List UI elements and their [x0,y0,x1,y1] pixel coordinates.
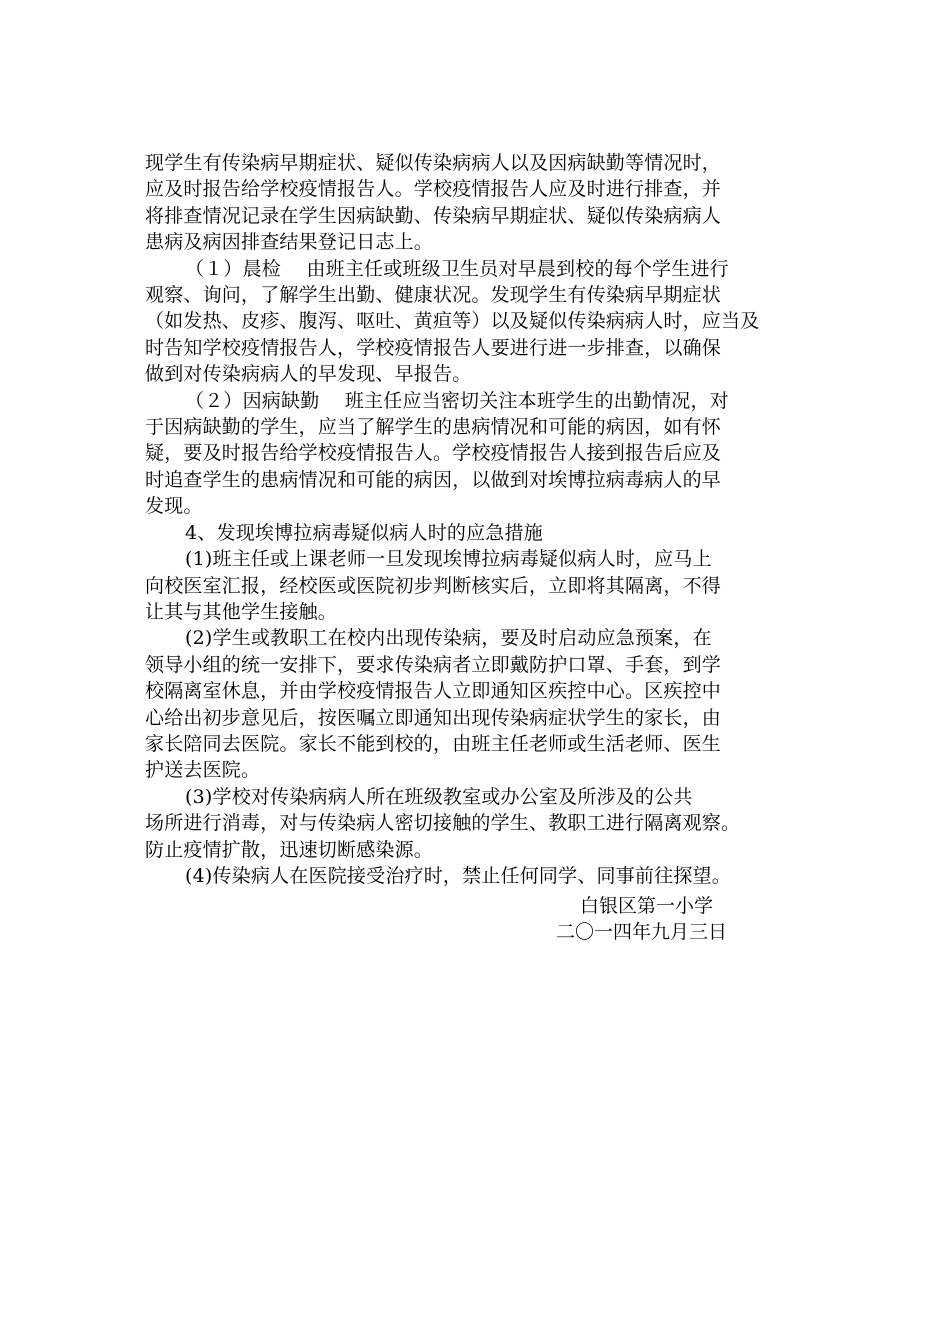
text-line: （如发热、皮疹、腹泻、呕吐、黄疸等）以及疑似传染病病人时，应当及 [145,310,760,333]
paragraph-absence [145,388,825,520]
text-line: 校隔离室休息，并由学校疫情报告人立即通知区疾控中心。区疾控中 [145,680,722,703]
document-body [145,150,825,889]
text-line: 观察、询问，了解学生出勤、健康状况。发现学生有传染病早期症状 [145,284,722,307]
text-line: 疑，要及时报告给学校疫情报告人。学校疫情报告人接到报告后应及 [145,442,722,465]
text-line: (4)传染病人在医院接受治疗时，禁止任何同学、同事前往探望。 [185,864,731,887]
text-line: (1)班主任或上课老师一旦发现埃博拉病毒疑似病人时，应马上 [185,548,712,571]
paragraph-measure-3 [145,784,825,863]
text-line: 领导小组的统一安排下，要求传染病者立即戴防护口罩、手套，到学 [145,653,722,676]
text-line: 场所进行消毒，对与传染病人密切接触的学生、教职工进行隔离观察。 [145,812,741,835]
text-line: 做到对传染病病人的早发现、早报告。 [145,363,472,386]
text-line: （２）因病缺勤 班主任应当密切关注本班学生的出勤情况，对 [185,389,729,412]
text-line: (3)学校对传染病病人所在班级教室或办公室及所涉及的公共 [185,785,693,808]
section-heading-emergency [145,520,825,546]
signature-date: 二〇一四年九月三日 [556,921,728,943]
text-line: (2)学生或教职工在校内出现传染病，要及时启动应急预案，在 [185,627,712,650]
paragraph-measure-4 [145,863,825,889]
text-line: 时告知学校疫情报告人，学校疫情报告人要进行进一步排查，以确保 [145,336,722,359]
text-line: 患病及病因排查结果登记日志上。 [145,231,434,254]
text-line: 现学生有传染病早期症状、疑似传染病病人以及因病缺勤等情况时， [145,152,722,174]
text-line: 防止疫情扩散，迅速切断感染源。 [145,838,434,861]
text-line: 应及时报告给学校疫情报告人。学校疫情报告人应及时进行排查，并 [145,178,722,201]
section-heading: 4、发现埃博拉病毒疑似病人时的应急措施 [185,521,543,544]
paragraph-measure-1 [145,546,825,625]
text-line: 将排查情况记录在学生因病缺勤、传染病早期症状、疑似传染病病人 [145,204,722,227]
text-line: （１）晨检 由班主任或班级卫生员对早晨到校的每个学生进行 [185,257,729,280]
paragraph-reporting [145,150,825,256]
text-line: 家长陪同去医院。家长不能到校的，由班主任老师或生活老师、医生 [145,732,722,755]
paragraph-morning-check [145,256,825,388]
text-line: 护送去医院。 [145,759,261,782]
signature-school: 白银区第一小学 [580,895,714,917]
signature-block [556,893,816,945]
text-line: 发现。 [145,495,203,518]
text-line: 心给出初步意见后，按医嘱立即通知出现传染病症状学生的家长，由 [145,706,722,729]
text-line: 时追查学生的患病情况和可能的病因，以做到对埃博拉病毒病人的早 [145,468,722,491]
paragraph-measure-2 [145,625,825,783]
text-line: 于因病缺勤的学生，应当了解学生的患病情况和可能的病因，如有怀 [145,416,722,439]
text-line: 让其与其他学生接触。 [145,600,338,623]
text-line: 向校医室汇报，经校医或医院初步判断核实后，立即将其隔离，不得 [145,574,722,597]
